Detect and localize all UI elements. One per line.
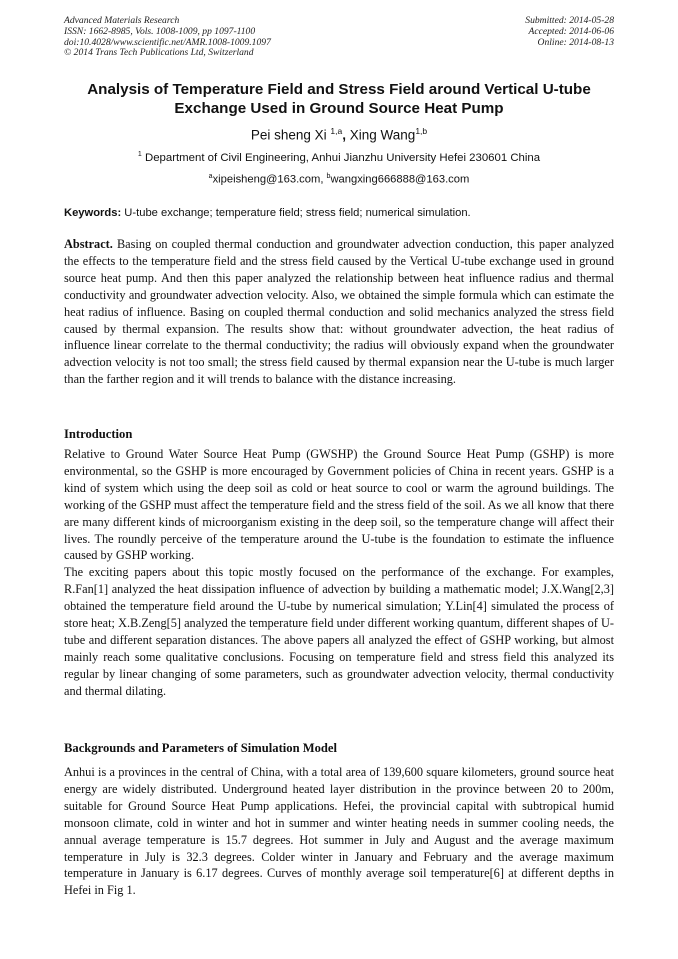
date-accepted: Accepted: 2014-06-06 — [528, 25, 614, 37]
author-affiliation-mark: 1,b — [415, 126, 428, 136]
journal-copyright: © 2014 Trans Tech Publications Ltd, Switzerland — [64, 47, 254, 59]
affiliation — [0, 151, 678, 164]
section-heading-introduction: Introduction — [64, 427, 133, 441]
date-online: Online: 2014-08-13 — [537, 36, 614, 48]
journal-header — [64, 16, 614, 59]
email-mark: a — [208, 173, 213, 180]
journal-name: Advanced Materials Research — [64, 15, 180, 26]
author-emails — [0, 173, 678, 186]
keywords-text: U-tube exchange; temperature field; stress field; numerical simulation. — [121, 207, 471, 219]
publication-dates — [525, 16, 614, 48]
introduction-section — [64, 446, 614, 700]
section-heading-backgrounds: Backgrounds and Parameters of Simulation Model — [64, 741, 337, 755]
author-separator: , — [342, 127, 350, 143]
keywords — [64, 207, 614, 219]
author-name: Pei sheng Xi — [250, 127, 327, 143]
email-mark: b — [326, 173, 331, 180]
abstract-text: Basing on coupled thermal conduction and groundwater advection conduction, this paper analyzed the effects to the temperature field and the stress field caused by the Vertical U-tube exchange used in ground source heat pump. And then this paper analyzed the relationship between heat influence radius and thermal conductivity and groundwater advection velocity. Also, we obtained the simple formula which can estimate the heat radius of influence. Basing on coupled thermal conduction and solid mechanics analyzed the stress field caused by thermal expansion. The results show that: without groundwater advection, the heat radius of influence linear correlate to the thermal conductivity; the radius will obviously expand when the groundwater advection velocity is not too small; the stress field caused by thermal expansion near the U-tube is much larger than the farther region and it will trends to balance with the distance increasing. — [64, 237, 614, 387]
email-link[interactable]: wangxing666888@163.com — [330, 173, 470, 186]
paragraph: The exciting papers about this topic mostly focused on the performance of the exchange. For examples, R.Fan[1] analyzed the heat dissipation influence of advection by building a mathematic model; J.X.Wang[2,3] obtained the temperature field around the U-tube by numerical simulation; Y.Lin[4] simulated the process of store heat; X.B.Zeng[5] analyzed the temperature field under different working quantum, different shapes of U-tube and different separation distances. The above papers all analyzed the effect of GSHP working, but almost mainly reach some qualitative conclusions. Focusing on temperature field and stress field this analyzed its regular by linear changing of some parameters, such as groundwater advection velocity, thermal conductivity and thermal dilating. — [64, 565, 614, 698]
paragraph: Anhui is a provinces in the central of China, with a total area of 139,600 square kilometers, ground source heat energy are widely distributed. Underground heated layer distribution in the province between 20 to 200m, suitable for Ground Source Heat Pump applications. Hefei, the provincial capital with subtropical humid monsoon climate, cold in winter and hot in summer and winter heating needs in summer cooling needs, the annual average temperature is 15.7 degrees. Hot summer in July and August and the average maximum temperature in July is 32.3 degrees. Colder winter in January and February and the average maximum temperature in January is 6.17 degrees. Curves of monthly average soil temperature[6] at different depths in Hefei in Fig 1. — [64, 765, 614, 898]
paragraph: Relative to Ground Water Source Heat Pump (GWSHP) the Ground Source Heat Pump (GSHP) is more environmental, so the GSHP is more encouraged by Government policies of China in recent years. GSHP is a kind of system which using the deep soil as cold or heat source to cool or warm the aground buildings. The working of the GSHP must affect the temperature field and the stress field of the soil. As we all know that there are many different kinds of microorganism existing in the deep soil, so the temperature change will affect their lives. The roundly perceive of the temperature around the U-tube is the foundation to estimate the influence caused by GSHP working. — [64, 447, 614, 563]
paper-title: Analysis of Temperature Field and Stress Field around Vertical U-tube Exchange Used in Ground Source Heat Pump — [87, 81, 591, 117]
author-name: Xing Wang — [349, 127, 416, 143]
date-submitted: Submitted: 2014-05-28 — [525, 15, 614, 26]
abstract-label: Abstract. — [64, 237, 113, 251]
email-link[interactable]: xipeisheng@163.com — [212, 173, 321, 186]
backgrounds-section — [64, 764, 614, 899]
abstract — [64, 236, 614, 388]
author-affiliation-mark: 1,a — [330, 126, 343, 136]
journal-issn: ISSN: 1662-8985, Vols. 1008-1009, pp 1097-1100 — [64, 25, 256, 37]
journal-info — [64, 16, 271, 59]
keywords-label: Keywords: — [64, 207, 122, 219]
email-separator: , — [320, 173, 327, 186]
affiliation-mark: 1 — [137, 151, 142, 158]
affiliation-text: Department of Civil Engineering, Anhui Jianzhu University Hefei 230601 China — [144, 151, 541, 164]
journal-doi[interactable]: doi:10.4028/www.scientific.net/AMR.1008-1009.1097 — [64, 36, 271, 48]
author-list — [0, 126, 678, 143]
